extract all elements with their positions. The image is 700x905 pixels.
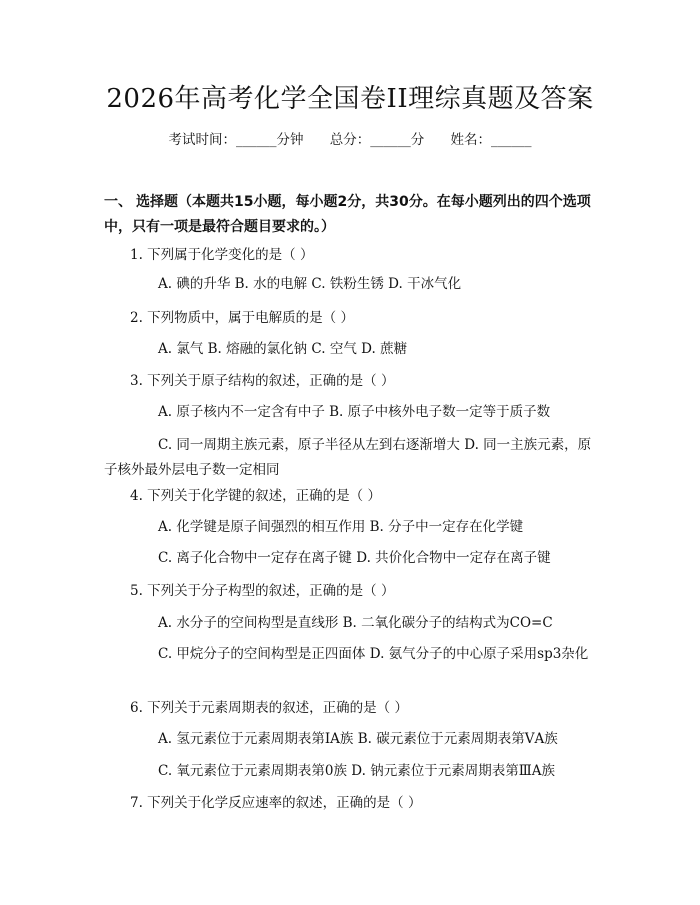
question-3-options-cd: C. 同一周期主族元素，原子半径从左到右逐渐增大 D. 同一主族元素，原子核外最外层电子数一定相同	[104, 437, 592, 478]
student-name-field: 姓名：______	[450, 132, 532, 148]
question-4-stem: 4. 下列关于化学键的叙述，正确的是（ ）	[130, 488, 381, 504]
question-3-options-ab: A. 原子核内不一定含有中子 B. 原子中核外电子数一定等于质子数	[158, 404, 551, 420]
question-6-options-ab: A. 氢元素位于元素周期表第ⅠA族 B. 碳元素位于元素周期表第ⅤA族	[158, 731, 558, 747]
total-score-field: 总分：______分	[329, 132, 425, 148]
section-instructions: 选择题（本题共15小题，每小题2分，共30分。在每小题列出的四个选项中，只有一项是最符合题目要求的。）	[104, 194, 591, 235]
question-1-options: A. 碘的升华 B. 水的电解 C. 铁粉生锈 D. 干冰气化	[158, 276, 462, 292]
section-number: 一、	[104, 194, 132, 210]
question-5-options-cd: C. 甲烷分子的空间构型是正四面体 D. 氨气分子的中心原子采用sp3杂化	[158, 646, 589, 662]
question-5-stem: 5. 下列关于分子构型的叙述，正确的是（ ）	[130, 583, 395, 599]
question-2-stem: 2. 下列物质中，属于电解质的是（ ）	[130, 310, 354, 326]
page-title: 2026年高考化学全国卷II理综真题及答案	[106, 84, 594, 114]
question-6-stem: 6. 下列关于元素周期表的叙述，正确的是（ ）	[130, 700, 408, 716]
exam-info-row	[0, 130, 700, 150]
question-4-options-cd: C. 离子化合物中一定存在离子键 D. 共价化合物中一定存在离子键	[158, 550, 551, 566]
question-6-options-cd: C. 氧元素位于元素周期表第0族 D. 钠元素位于元素周期表第ⅢA族	[158, 763, 556, 779]
question-5-options-ab: A. 水分子的空间构型是直线形 B. 二氧化碳分子的结构式为CO=C	[158, 615, 553, 631]
section-heading	[104, 190, 600, 240]
question-2-options: A. 氯气 B. 熔融的氯化钠 C. 空气 D. 蔗糖	[158, 341, 408, 357]
question-1-stem: 1. 下列属于化学变化的是（ ）	[130, 247, 314, 263]
question-4-options-ab: A. 化学键是原子间强烈的相互作用 B. 分子中一定存在化学键	[158, 519, 524, 535]
exam-time-field: 考试时间：______分钟	[168, 132, 304, 148]
question-7-stem: 7. 下列关于化学反应速率的叙述，正确的是（ ）	[130, 795, 422, 811]
question-3-stem: 3. 下列关于原子结构的叙述，正确的是（ ）	[130, 373, 395, 389]
